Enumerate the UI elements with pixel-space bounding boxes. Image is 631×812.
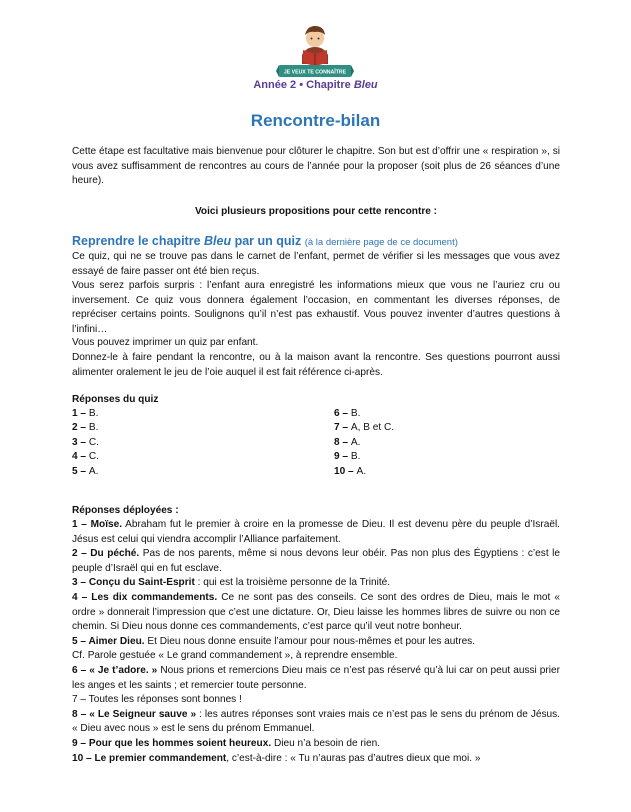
quiz-section-heading: Reprendre le chapitre Bleu par un quiz (à la dernière page de ce document)	[72, 234, 458, 248]
detailed-answer-item: 3 – Conçu du Saint-Esprit : qui est la troisième personne de la Trinité.	[72, 577, 391, 589]
quiz-answers-heading: Réponses du quiz	[72, 394, 159, 405]
quiz-answer-item: 8 – A.	[334, 436, 361, 448]
quiz-answers-right-column	[334, 407, 394, 479]
detailed-answer-item: 7 – Toutes les réponses sont bonnes !	[72, 694, 242, 706]
section-paragraph-2: Vous serez parfois surpris : l’enfant aura enregistré les informations mieux que vous ne l’auriez cru ou inversement. Ce quiz vous donnera également l’occasion, en commentant les diverses réponses, de repréciser certains points. Soulignons qu’il n’est pas exhaustif. Vous pouvez inventer d’autres questions à l’infini…	[72, 280, 560, 335]
detailed-answers-list	[72, 518, 560, 766]
quiz-answer-item: 3 – C.	[72, 436, 99, 448]
section-paragraph-3: Vous pouvez imprimer un quiz par enfant.	[72, 337, 259, 348]
detailed-answers-heading: Réponses déployées :	[72, 505, 179, 516]
detailed-answer-item: Cf. Parole gestuée « Le grand commandement », à reprendre ensemble.	[72, 650, 398, 662]
detailed-answer-item: 5 – Aimer Dieu. Et Dieu nous donne ensuite l’amour pour nous-mêmes et pour les autres.	[72, 635, 476, 647]
heading-note: (à la dernière page de ce document)	[304, 237, 458, 248]
svg-text:JE VEUX TE CONNAÎTRE: JE VEUX TE CONNAÎTRE	[283, 69, 347, 76]
detailed-answer-item: 8 – « Le Seigneur sauve » : les autres réponses sont vraies mais ce n’est pas le sens du prénom de Jésus. « Dieu avec nous » est le sens du prénom Emmanuel.	[72, 708, 560, 735]
year-label: Année 2	[253, 79, 297, 91]
detailed-answer-item: 4 – Les dix commandements. Ce ne sont pas des conseils. Ce sont des ordres de Dieu, mais le mot « ordre » donnerait l’impression que c’est une dictature. Or, Dieu laisse les hommes libres de suivre ou non ce chemin. Si Dieu nous donne ces commandements, c’est parce qu’il veut notre bonheur.	[72, 591, 560, 633]
detailed-answer-item: 2 – Du péché. Pas de nos parents, même si nous devons leur obéir. Pas non plus des Égyptiens : c’est le peuple d’Israël qui en fut esclave.	[72, 548, 560, 574]
section-paragraph-4: Donnez-le à faire pendant la rencontre, ou à la maison avant la rencontre. Ses questions pourront aussi alimenter oralement le jeu de l’oie auquel il est fait référence ci-après.	[72, 352, 560, 378]
quiz-answer-item: 10 – A.	[334, 465, 367, 477]
bullet-separator: •	[299, 79, 304, 91]
propositions-heading: Voici plusieurs propositions pour cette rencontre :	[194, 206, 438, 217]
intro-paragraph: Cette étape est facultative mais bienvenue pour clôturer le chapitre. Son but est d’offrir une « respiration », si vous avez suffisamment de rencontres au cours de l’année pour la proposer (soit plus de 26 séances d’une heure).	[72, 146, 560, 187]
detailed-answer-item: 9 – Pour que les hommes soient heureux. Dieu n’a besoin de rien.	[72, 737, 380, 749]
detailed-answer-item: 1 – Moïse. Abraham fut le premier à croire en la promesse de Dieu. Il est devenu père du peuple d’Israël. Jésus est celui qui viendra accomplir l’Alliance parfaitement.	[72, 519, 560, 545]
chapter-name: Bleu	[353, 79, 378, 91]
quiz-answer-item: 6 – B.	[334, 408, 361, 419]
quiz-answer-item: 7 – A, B et C.	[334, 422, 395, 434]
chapter-word: Chapitre	[306, 79, 351, 91]
chapter-header	[0, 79, 631, 91]
quiz-answer-item: 1 – B.	[72, 408, 99, 419]
section-paragraph-1: Ce quiz, qui ne se trouve pas dans le carnet de l’enfant, permet de vérifier si les messages que vous avez essayé de faire passer ont été bien reçus.	[72, 251, 560, 277]
child-reading-book-logo	[276, 22, 354, 82]
quiz-answer-item: 9 – B.	[334, 451, 361, 463]
detailed-answer-item: 10 – Le premier commandement, c’est-à-dire : « Tu n’auras pas d’autres dieux que moi. »	[72, 752, 481, 764]
quiz-answer-item: 2 – B.	[72, 422, 99, 434]
quiz-answer-item: 5 – A.	[72, 465, 99, 477]
quiz-answer-item: 4 – C.	[72, 451, 99, 463]
page-title: Rencontre-bilan	[250, 111, 381, 130]
detailed-answer-item: 6 – « Je t’adore. » Nous prions et remercions Dieu mais ce n’est pas réservé qu’à lui car on peut aussi prier les anges et les saints ; et remercier toute personne.	[72, 664, 560, 691]
quiz-answers-left-column	[72, 407, 99, 479]
